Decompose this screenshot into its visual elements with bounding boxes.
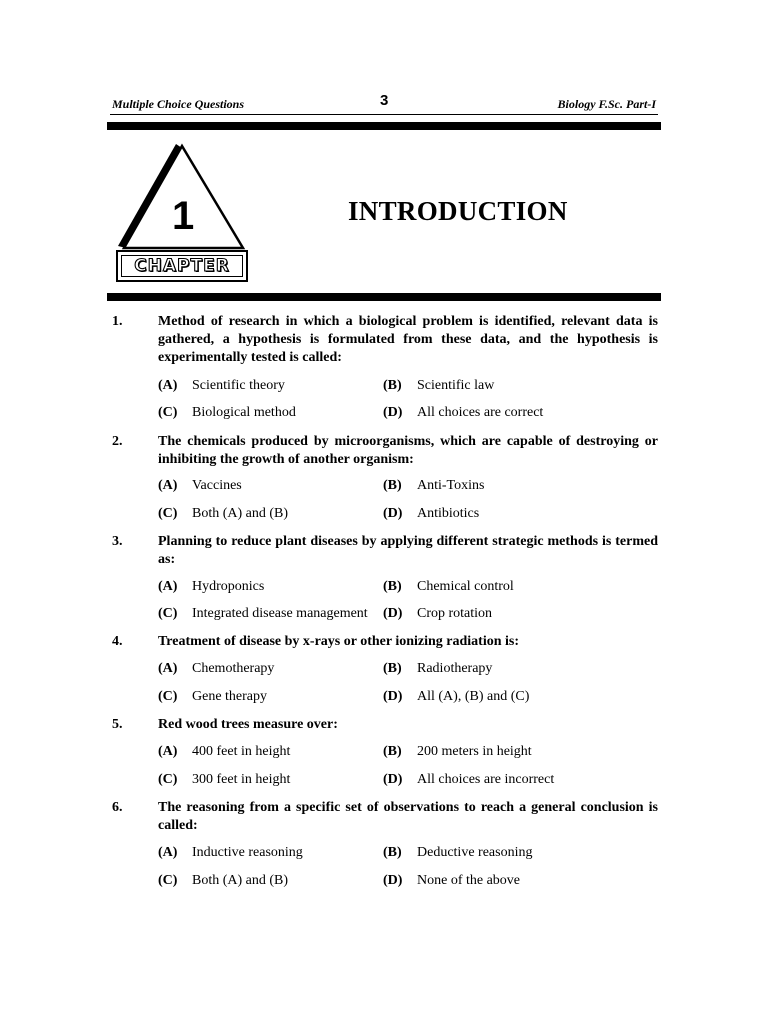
option-a: (A) Vaccines <box>158 478 242 493</box>
question-number: 3. <box>112 534 123 549</box>
option-c: (C) Integrated disease management <box>158 606 368 621</box>
header-rule <box>110 114 658 115</box>
option-c: (C) 300 feet in height <box>158 772 291 787</box>
option-b: (B) Deductive reasoning <box>383 845 533 860</box>
option-a: (A) Inductive reasoning <box>158 845 303 860</box>
option-a: (A) Hydroponics <box>158 579 265 594</box>
option-b: (B) Scientific law <box>383 378 495 393</box>
option-c: (C) Gene therapy <box>158 689 268 704</box>
option-b: (B) Radiotherapy <box>383 661 493 676</box>
question <box>112 433 658 469</box>
option-d: (D) All choices are incorrect <box>383 772 555 787</box>
chapter-rule-bottom <box>107 293 661 301</box>
option-c: (C) Biological method <box>158 405 296 420</box>
chapter-title: INTRODUCTION <box>348 196 568 226</box>
option-c: (C) Both (A) and (B) <box>158 873 289 888</box>
option-d: (D) Antibiotics <box>383 506 480 521</box>
chapter-label: CHAPTER <box>121 255 243 277</box>
option-b: (B) Chemical control <box>383 579 514 594</box>
header-book-section: Multiple Choice Questions <box>112 97 245 111</box>
option-d: (D) Crop rotation <box>383 606 493 621</box>
option-c: (C) Both (A) and (B) <box>158 506 289 521</box>
option-a: (A) Chemotherapy <box>158 661 275 676</box>
question <box>112 633 658 651</box>
option-a: (A) Scientific theory <box>158 378 285 393</box>
question-text: Method of research in which a biological problem is identified, relevant data is gathered, a hypothesis is formulated from these data, and the hypothesis is experimentally tested is called: <box>158 314 658 365</box>
page-number: 3 <box>380 92 389 109</box>
question <box>112 533 658 569</box>
question-text: Planning to reduce plant diseases by applying different strategic methods is termed as: <box>158 534 658 567</box>
option-d: (D) All (A), (B) and (C) <box>383 689 530 704</box>
option-b: (B) 200 meters in height <box>383 744 532 759</box>
option-d: (D) All choices are correct <box>383 405 544 420</box>
header-book-title: Biology F.Sc. Part-I <box>557 97 656 111</box>
question <box>112 716 658 734</box>
option-d: (D) None of the above <box>383 873 521 888</box>
option-a: (A) 400 feet in height <box>158 744 291 759</box>
question-number: 5. <box>112 717 123 732</box>
question-text: Treatment of disease by x-rays or other ionizing radiation is: <box>158 634 519 649</box>
question-text: Red wood trees measure over: <box>158 717 338 732</box>
question-number: 4. <box>112 634 123 649</box>
question-text: The chemicals produced by microorganisms, which are capable of destroying or inhibiting the growth of another organism: <box>158 434 658 467</box>
running-header <box>110 92 658 114</box>
question <box>112 799 658 835</box>
question-text: The reasoning from a specific set of observations to reach a general conclusion is called: <box>158 800 658 833</box>
chapter-number: 1 <box>172 194 195 238</box>
question-number: 2. <box>112 434 123 449</box>
chapter-badge <box>116 250 248 282</box>
question-number: 6. <box>112 800 123 815</box>
option-b: (B) Anti-Toxins <box>383 478 485 493</box>
question <box>112 313 658 367</box>
question-number: 1. <box>112 314 123 329</box>
chapter-rule-top <box>107 122 661 130</box>
